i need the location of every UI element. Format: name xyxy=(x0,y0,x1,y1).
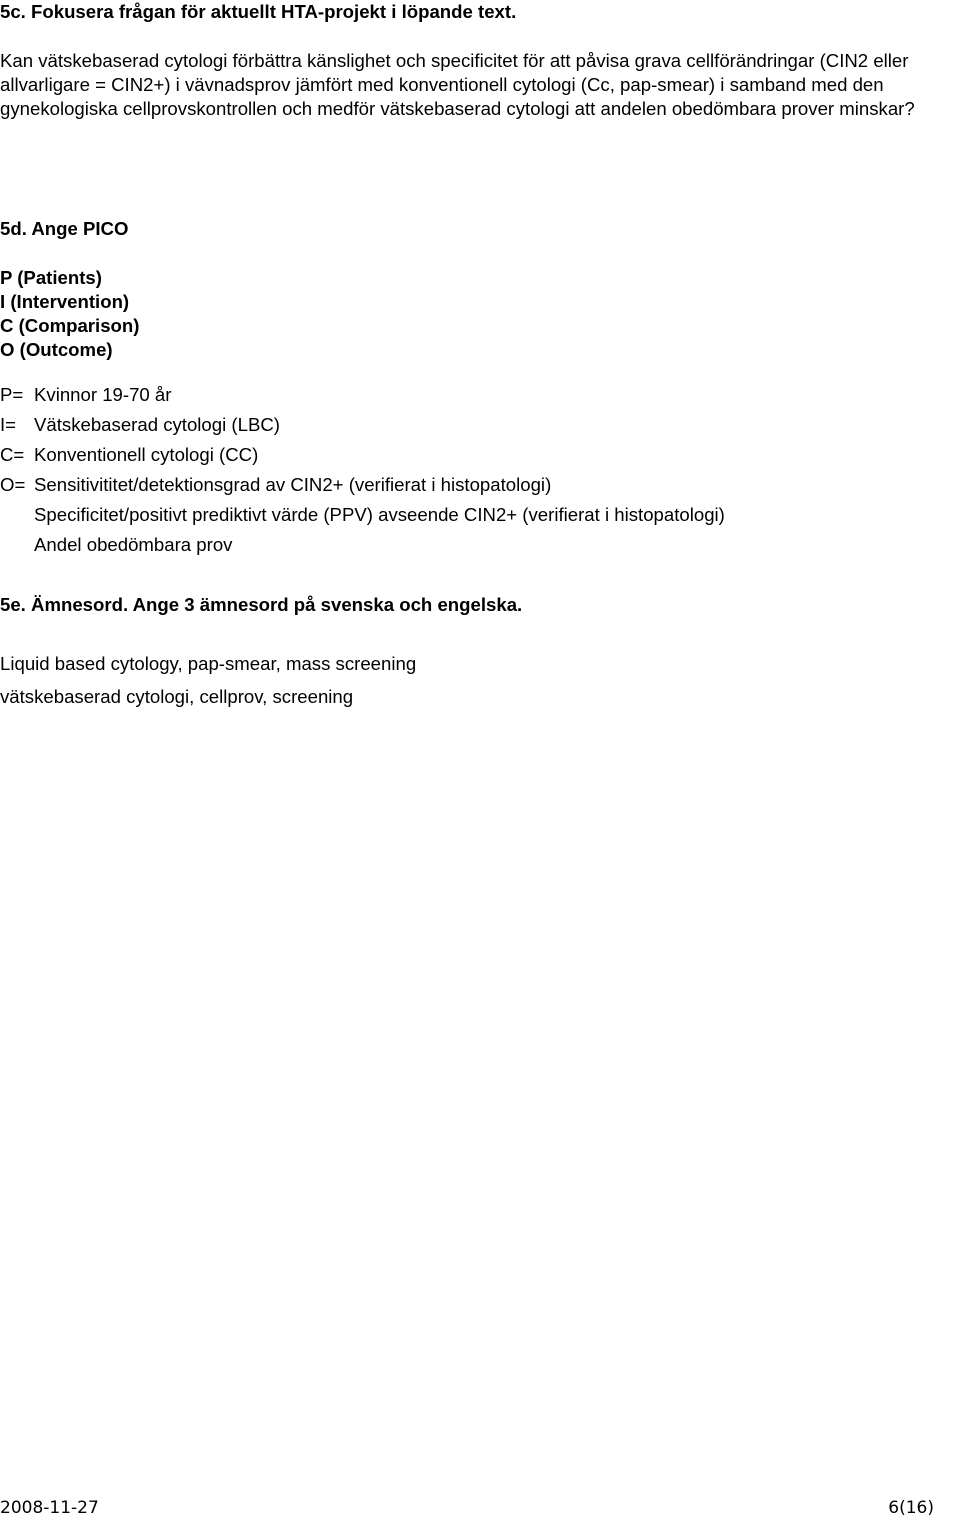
pico-label-c: C (Comparison) xyxy=(0,315,140,336)
pico-labels xyxy=(0,266,139,362)
pico-value-p: Kvinnor 19-70 år xyxy=(34,384,172,405)
pico-value-c: Konventionell cytologi (CC) xyxy=(34,444,259,465)
pico-value-o-2: Specificitet/positivt prediktivt värde (PPV) avseende CIN2+ (verifierat i histopatologi) xyxy=(34,504,725,525)
keywords-english: Liquid based cytology, pap-smear, mass screening xyxy=(0,653,417,674)
pico-key-c: C= xyxy=(0,444,25,465)
pico-value-o-3: Andel obedömbara prov xyxy=(34,534,233,555)
pico-answers xyxy=(0,380,725,560)
pico-value-o-1: Sensitivititet/detektionsgrad av CIN2+ (verifierat i histopatologi) xyxy=(34,474,552,495)
keywords xyxy=(0,647,416,713)
pico-key-p: P= xyxy=(0,384,24,405)
pico-answer-p xyxy=(0,380,725,410)
pico-answer-o xyxy=(0,470,725,500)
pico-key-o: O= xyxy=(0,474,26,495)
keywords-swedish: vätskebaserad cytologi, cellprov, screening xyxy=(0,686,354,707)
heading-5e: 5e. Ämnesord. Ange 3 ämnesord på svenska och engelska. xyxy=(0,594,523,615)
pico-label-o: O (Outcome) xyxy=(0,339,113,360)
pico-value-i: Vätskebaserad cytologi (LBC) xyxy=(34,414,280,435)
pico-label-p: P (Patients) xyxy=(0,267,102,288)
pico-label-i: I (Intervention) xyxy=(0,291,130,312)
pico-answer-c xyxy=(0,440,725,470)
footer-date: 2008-11-27 xyxy=(0,1498,99,1518)
page-number: 6(16) xyxy=(888,1498,934,1518)
research-question: Kan vätskebaserad cytologi förbättra känslighet och specificitet för att påvisa grava cellförändringar (CIN2 eller allvarligare = CIN2+) i vävnadsprov jämfört med konventionell cytologi (Cc, pap-smear) i samband med den gynekologiska cellprovskontrollen och medför vätskebaserad cytologi att andelen obedömbara prover minskar? xyxy=(0,50,915,119)
page-footer xyxy=(0,1497,934,1519)
pico-answer-i xyxy=(0,410,725,440)
pico-key-i: I= xyxy=(0,414,17,435)
heading-5c: 5c. Fokusera frågan för aktuellt HTA-projekt i löpande text. xyxy=(0,1,517,22)
heading-5d: 5d. Ange PICO xyxy=(0,218,129,239)
